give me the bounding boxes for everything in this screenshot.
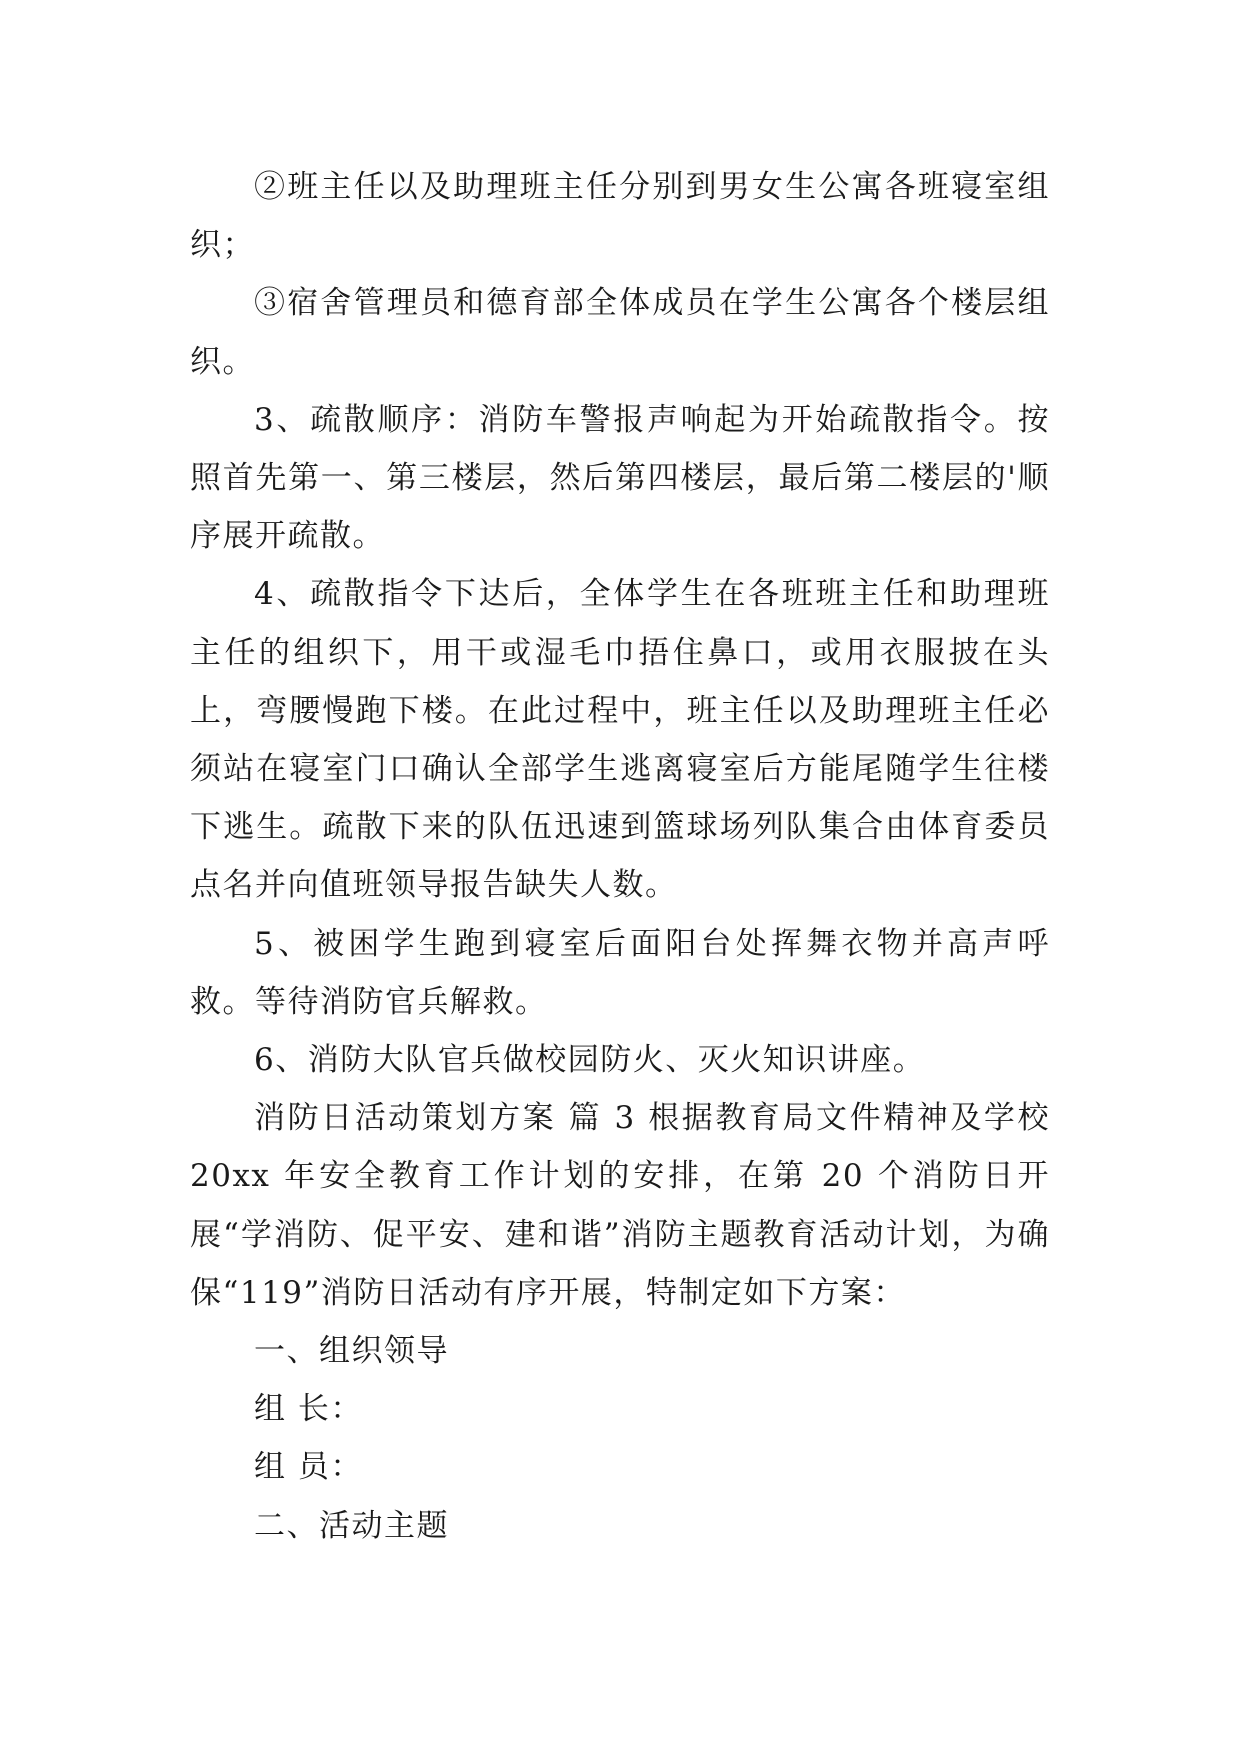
paragraph-trapped-students: 5、被困学生跑到寝室后面阳台处挥舞衣物并高声呼救。等待消防官兵解救。 bbox=[190, 925, 1050, 1020]
paragraph-evacuation-instructions: 4、疏散指令下达后，全体学生在各班班主任和助理班主任的组织下，用干或湿毛巾捂住鼻口，或用衣服披在头上，弯腰慢跑下楼。在此过程中，班主任以及助理班主任必须站在寝室门口确认全部学生逃离寝室后方能尾随学生往楼下逃生。疏散下来的队伍迅速到篮球场列队集合由体育委员点名并向值班领导报告缺失人数。 bbox=[190, 576, 1050, 904]
paragraph-evacuation-order: 3、疏散顺序：消防车警报声响起为开始疏散指令。按照首先第一、第三楼层，然后第四楼层，最后第二楼层的'顺序展开疏散。 bbox=[190, 401, 1050, 555]
paragraph-dorm-organize: ②班主任以及助理班主任分别到男女生公寓各班寝室组织； bbox=[190, 169, 1050, 264]
heading-organization: 一、组织领导 bbox=[254, 1333, 449, 1370]
paragraph-plan-3-intro: 消防日活动策划方案 篇 3 根据教育局文件精神及学校 20xx 年安全教育工作计划的安排，在第 20 个消防日开展“学消防、促平安、建和谐”消防主题教育活动计划，为确保“119”消防日活动有序开展，特制定如下方案： bbox=[190, 1100, 1050, 1311]
line-group-members: 组 员： bbox=[254, 1449, 363, 1486]
paragraph-fire-lecture: 6、消防大队官兵做校园防火、灭火知识讲座。 bbox=[254, 1042, 926, 1079]
paragraph-floor-organize: ③宿舍管理员和德育部全体成员在学生公寓各个楼层组织。 bbox=[190, 285, 1050, 380]
document-body bbox=[190, 158, 1050, 1555]
heading-activity-theme: 二、活动主题 bbox=[254, 1507, 449, 1544]
line-group-leader: 组 长： bbox=[254, 1391, 363, 1428]
